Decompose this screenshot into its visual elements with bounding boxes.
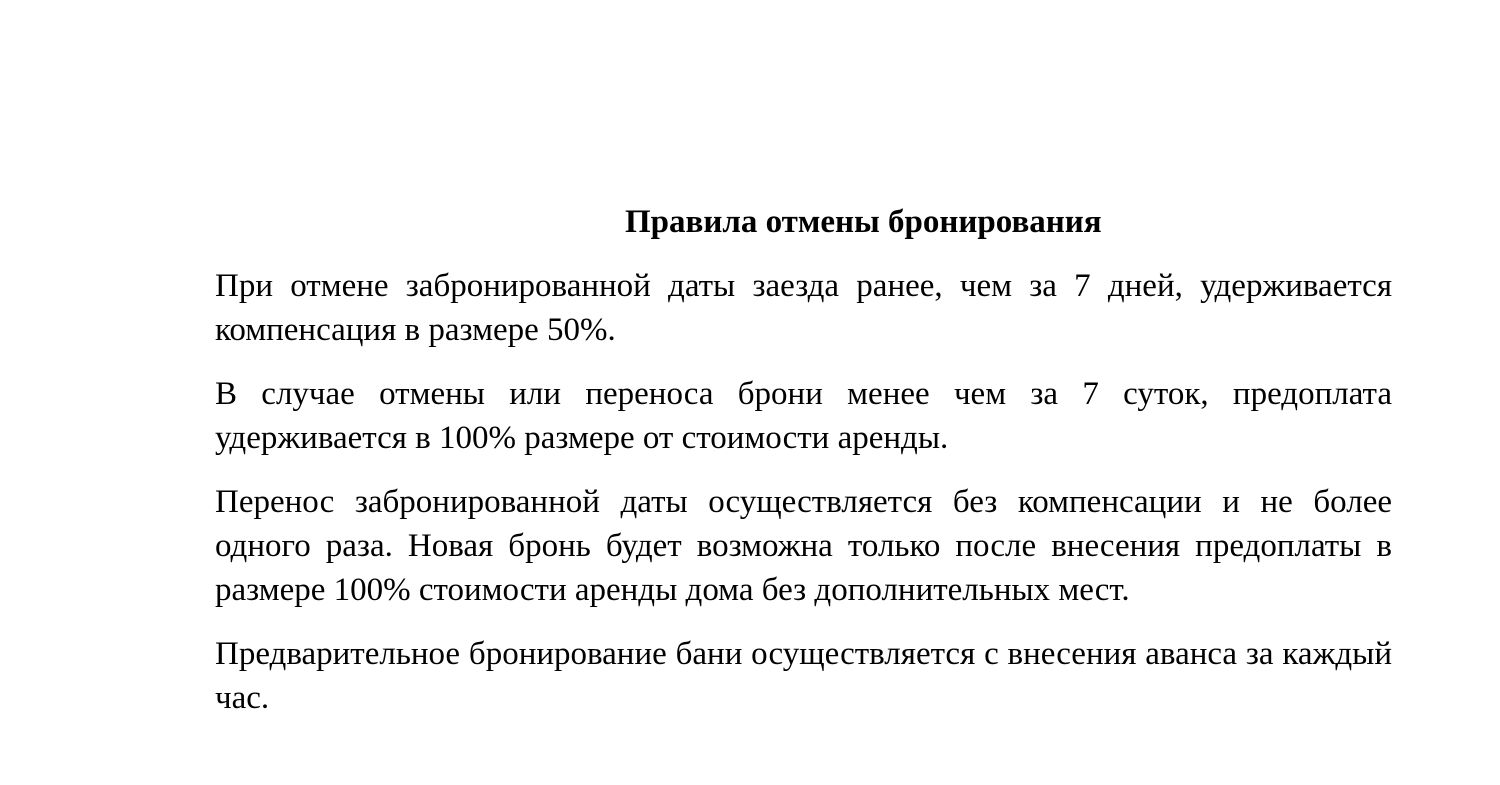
document-body <box>215 264 1392 740</box>
paragraph-date-transfer: Перенос забронированной даты осуществляется без компенсации и не более одного раза. Новая бронь будет возможна только после внесения предоплаты в размере 100% стоимости аренды дома без дополнительных мест. <box>215 484 1392 608</box>
paragraph-cancellation-early: При отмене забронированной даты заезда ранее, чем за 7 дней, удерживается компенсация в размере 50%. <box>215 268 1392 348</box>
document-title: Правила отмены бронирования <box>625 204 1102 240</box>
paragraph-sauna-booking: Предварительное бронирование бани осуществляется с внесения аванса за каждый час. <box>215 636 1392 716</box>
paragraph-cancellation-late: В случае отмены или переноса брони менее чем за 7 суток, предоплата удерживается в 100% размере от стоимости аренды. <box>215 376 1392 456</box>
